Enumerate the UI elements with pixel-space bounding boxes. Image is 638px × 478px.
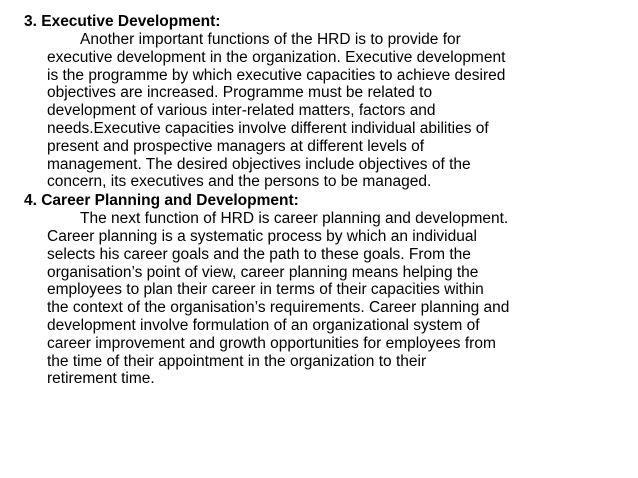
paragraph-line: is the programme by which executive capacities to achieve desired bbox=[47, 66, 506, 84]
paragraph-line: Another important functions of the HRD is to provide for bbox=[80, 31, 461, 48]
paragraph-line: executive development in the organization. Executive development bbox=[47, 48, 506, 66]
paragraph-line: concern, its executives and the persons to be managed. bbox=[47, 173, 432, 191]
paragraph-line: organisation’s point of view, career planning means helping the bbox=[47, 263, 479, 281]
paragraph-line: the time of their appointment in the organization to their bbox=[47, 352, 427, 370]
paragraph-line: present and prospective managers at different levels of bbox=[47, 137, 425, 155]
paragraph-line: The next function of HRD is career planning and development. bbox=[80, 210, 509, 228]
paragraph-line: development involve formulation of an organizational system of bbox=[47, 316, 480, 334]
paragraph-line: selects his career goals and the path to these goals. From the bbox=[47, 245, 471, 263]
paragraph-line: management. The desired objectives include objectives of the bbox=[47, 155, 471, 173]
paragraph-line: objectives are increased. Programme must be related to bbox=[47, 84, 433, 102]
section-career-planning bbox=[24, 191, 616, 388]
section-heading: 3. Executive Development: bbox=[24, 13, 221, 30]
paragraph-line: retirement time. bbox=[47, 370, 155, 388]
paragraph-line: Career planning is a systematic process by which an individual bbox=[47, 227, 477, 245]
paragraph-line: employees to plan their career in terms of their capacities within bbox=[47, 281, 484, 299]
section-executive-development bbox=[24, 12, 616, 191]
paragraph-line: the context of the organisation’s requirements. Career planning and bbox=[47, 299, 510, 317]
paragraph-line: career improvement and growth opportunities for employees from bbox=[47, 334, 496, 352]
paragraph-line: needs.Executive capacities involve different individual abilities of bbox=[47, 119, 489, 137]
paragraph-line: development of various inter-related matters, factors and bbox=[47, 102, 436, 120]
section-paragraph bbox=[47, 210, 616, 388]
section-heading: 4. Career Planning and Development: bbox=[24, 192, 299, 210]
section-paragraph bbox=[47, 31, 616, 191]
